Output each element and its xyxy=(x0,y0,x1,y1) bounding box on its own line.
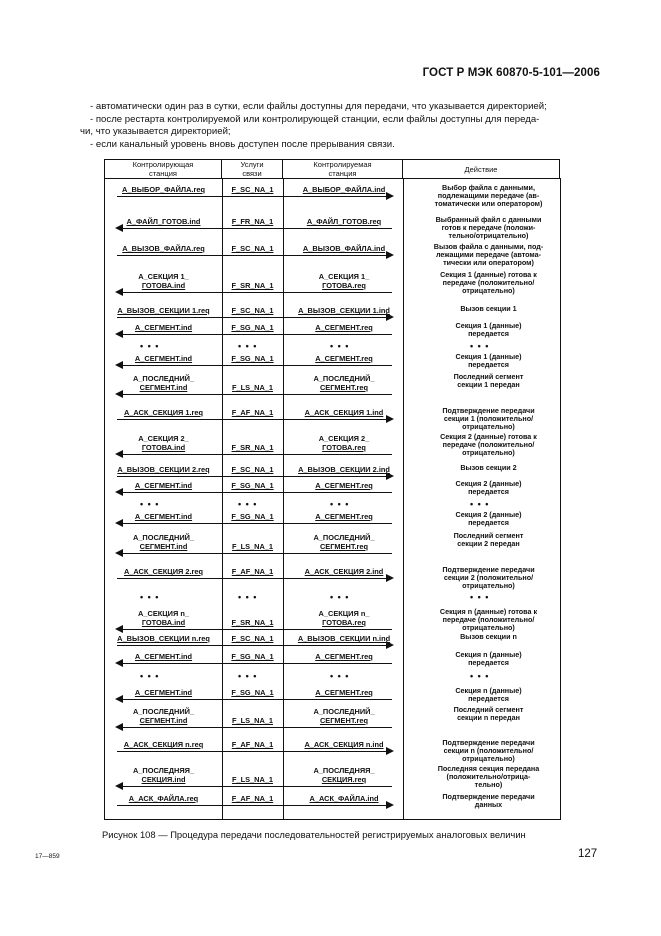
action-line: отрицательно) xyxy=(462,581,515,591)
action-description xyxy=(421,480,556,496)
service-label: F_SG_NA_1 xyxy=(231,354,274,363)
header-controlling xyxy=(105,160,222,179)
service-label: F_AF_NA_1 xyxy=(231,740,274,749)
message-arrow-left xyxy=(117,727,392,728)
figure-caption: Рисунок 108 — Процедура передачи последовательностей регистрируемых аналоговых величин xyxy=(102,829,526,840)
service-label: F_SG_NA_1 xyxy=(231,512,274,521)
action-line: Выбранный файл с данными xyxy=(435,215,542,224)
message-arrow-right xyxy=(117,645,392,646)
message-arrow-right xyxy=(117,419,392,420)
controlled-primitive: А_ВЫЗОВ_ФАЙЛА.ind xyxy=(302,244,386,253)
action-description xyxy=(421,407,556,432)
message-arrow-right xyxy=(117,317,392,318)
controlled-primitive: А_СЕГМЕНТ.req xyxy=(315,354,373,363)
dots-right: • • • xyxy=(330,671,350,681)
controlling-primitive: ГОТОВА.ind xyxy=(141,443,186,452)
action-line: Вызов файла с данными, под- xyxy=(433,242,544,251)
service-label: F_LS_NA_1 xyxy=(231,383,274,392)
message-arrow-left xyxy=(117,553,392,554)
message-arrow-left xyxy=(117,699,392,700)
service-label: F_AF_NA_1 xyxy=(231,408,274,417)
controlled-primitive: А_СЕГМЕНТ.req xyxy=(315,323,373,332)
controlling-primitive: А_СЕГМЕНТ.ind xyxy=(134,323,193,332)
service-label: F_SR_NA_1 xyxy=(231,443,274,452)
controlling-primitive: А_СЕГМЕНТ.ind xyxy=(134,652,193,661)
intro-paragraph xyxy=(78,101,608,151)
controlling-primitive: СЕГМЕНТ.ind xyxy=(139,716,188,725)
action-line: Вызов секции 1 xyxy=(460,304,517,313)
dots-mid: • • • xyxy=(238,499,258,509)
dots-left: • • • xyxy=(140,671,160,681)
action-line: Секция n (данные) xyxy=(455,686,522,695)
action-line: передаче (положительно/ xyxy=(442,278,535,288)
controlled-primitive: А_ВЫЗОВ_СЕКЦИИ 1.ind xyxy=(298,306,390,315)
service-label: F_SR_NA_1 xyxy=(231,618,274,627)
service-label: F_SC_NA_1 xyxy=(231,634,274,643)
action-description xyxy=(421,305,556,313)
controlling-primitive: А_ПОСЛЕДНИЙ_ xyxy=(132,707,195,716)
action-description xyxy=(421,651,556,667)
action-line: Подтверждение передачи xyxy=(442,565,535,574)
dots-right: • • • xyxy=(330,592,350,602)
action-description xyxy=(421,373,556,389)
action-line: томатически или оператором) xyxy=(434,199,543,209)
controlling-primitive: А_ВЫЗОВ_СЕКЦИИ 1.req xyxy=(117,306,210,315)
dots-mid: • • • xyxy=(238,592,258,602)
message-arrow-right xyxy=(117,751,392,752)
service-label: F_SC_NA_1 xyxy=(231,465,274,474)
action-description xyxy=(421,566,556,591)
controlling-primitive: А_СЕГМЕНТ.ind xyxy=(134,512,193,521)
action-line: Секция 1 (данные) готова к xyxy=(440,270,537,279)
action-line: передается xyxy=(468,487,509,497)
controlling-primitive: А_ВЫБОР_ФАЙЛА.req xyxy=(122,185,205,194)
action-description xyxy=(421,633,556,641)
header-services xyxy=(222,160,283,179)
dots-left: • • • xyxy=(140,592,160,602)
action-description xyxy=(421,353,556,369)
sequence-diagram xyxy=(104,178,561,820)
action-line: Секция 2 (данные) готова к xyxy=(440,432,537,441)
controlled-primitive: А_СЕГМЕНТ.req xyxy=(315,481,373,490)
controlling-primitive: А_СЕКЦИЯ 1_ xyxy=(138,272,189,281)
action-line: отрицательно) xyxy=(462,754,515,764)
action-line: Секция 2 (данные) xyxy=(455,510,522,519)
message-arrow-left xyxy=(117,228,392,229)
action-line: секции 2 передан xyxy=(457,539,520,549)
controlling-primitive: А_ПОСЛЕДНИЙ_ xyxy=(132,533,195,542)
action-line: Подтверждение передачи xyxy=(442,406,535,415)
service-label: F_SG_NA_1 xyxy=(231,323,274,332)
controlling-primitive: СЕГМЕНТ.ind xyxy=(139,542,188,551)
action-description xyxy=(421,511,556,527)
controlled-primitive: А_СЕКЦИЯ n_ xyxy=(318,609,370,618)
message-arrow-left xyxy=(117,492,392,493)
action-line: лежащими передаче (автома- xyxy=(435,250,542,260)
dots-left: • • • xyxy=(140,341,160,351)
header-text: Контролирующая xyxy=(132,160,194,169)
intro-line: - после рестарта контролируемой или контролирующей станции, если файлы доступны для переда- xyxy=(90,113,540,125)
action-description xyxy=(421,433,556,458)
action-line: Последний сегмент xyxy=(453,705,524,714)
action-line: Последний сегмент xyxy=(453,372,524,381)
controlling-primitive: А_АСК_СЕКЦИЯ 2.req xyxy=(123,567,204,576)
action-line: Секция 1 (данные) xyxy=(455,352,522,361)
action-line: передается xyxy=(468,329,509,339)
column-divider xyxy=(403,178,404,819)
action-line: передается xyxy=(468,694,509,704)
controlled-primitive: А_СЕКЦИЯ 2_ xyxy=(318,434,370,443)
service-label: F_FR_NA_1 xyxy=(231,217,274,226)
controlling-primitive: ГОТОВА.ind xyxy=(141,281,186,290)
service-label: F_SC_NA_1 xyxy=(231,306,274,315)
message-arrow-left xyxy=(117,786,392,787)
message-arrow-left xyxy=(117,394,392,395)
action-line: передаче (положительно/ xyxy=(442,615,535,625)
controlled-primitive: А_ПОСЛЕДНЯЯ_ xyxy=(313,766,375,775)
service-label: F_SC_NA_1 xyxy=(231,185,274,194)
action-line: отрицательно) xyxy=(462,286,515,296)
dots-mid: • • • xyxy=(238,671,258,681)
message-arrow-left xyxy=(117,523,392,524)
message-arrow-right xyxy=(117,196,392,197)
action-description xyxy=(421,243,556,268)
service-label: F_AF_NA_1 xyxy=(231,567,274,576)
action-description xyxy=(421,184,556,209)
controlled-primitive: СЕГМЕНТ.req xyxy=(319,542,369,551)
controlled-primitive: А_АСК_СЕКЦИЯ 2.ind xyxy=(304,567,384,576)
controlled-primitive: А_СЕГМЕНТ.req xyxy=(315,652,373,661)
action-line: Последний сегмент xyxy=(453,531,524,540)
action-description xyxy=(421,216,556,241)
controlled-primitive: ГОТОВА.req xyxy=(322,443,366,452)
controlled-primitive: А_СЕКЦИЯ 1_ xyxy=(318,272,370,281)
message-arrow-right xyxy=(117,476,392,477)
action-line: передается xyxy=(468,518,509,528)
controlled-primitive: А_СЕГМЕНТ.req xyxy=(315,512,373,521)
action-description xyxy=(421,608,556,633)
controlled-primitive: СЕКЦИЯ.req xyxy=(321,775,367,784)
controlling-primitive: А_ВЫЗОВ_СЕКЦИИ 2.req xyxy=(117,465,210,474)
message-arrow-left xyxy=(117,629,392,630)
controlling-primitive: А_АСК_СЕКЦИЯ 1.req xyxy=(123,408,204,417)
controlling-primitive: А_ПОСЛЕДНЯЯ_ xyxy=(132,766,195,775)
action-line: секции 1 (положительно/ xyxy=(443,414,534,424)
action-line: секции n (положительно/ xyxy=(443,746,534,756)
standard-title: ГОСТ Р МЭК 60870-5-101—2006 xyxy=(422,67,600,79)
action-line: отрицательно) xyxy=(462,448,515,458)
action-line: отрицательно) xyxy=(462,623,515,633)
controlled-primitive: А_СЕГМЕНТ.req xyxy=(315,688,373,697)
action-line: передается xyxy=(468,658,509,668)
message-arrow-left xyxy=(117,334,392,335)
action-line: Секция n (данные) xyxy=(455,650,522,659)
service-label: F_AF_NA_1 xyxy=(231,794,274,803)
controlling-primitive: А_СЕКЦИЯ n_ xyxy=(138,609,189,618)
controlled-primitive: СЕГМЕНТ.req xyxy=(319,716,369,725)
controlled-primitive: А_ПОСЛЕДНИЙ_ xyxy=(313,374,375,383)
dots-right: • • • xyxy=(330,499,350,509)
service-label: F_SC_NA_1 xyxy=(231,244,274,253)
action-line: готов к передаче (положи- xyxy=(441,223,536,233)
action-line: (положительно/отрица- xyxy=(446,772,531,782)
controlled-primitive: А_ВЫЗОВ_СЕКЦИИ n.ind xyxy=(297,634,391,643)
action-line: Выбор файла с данными, xyxy=(442,183,535,192)
dots-action: • • • xyxy=(470,341,490,351)
controlling-primitive: А_ВЫЗОВ_ФАЙЛА.req xyxy=(122,244,205,253)
intro-line: - если канальный уровень вновь доступен после прерывания связи. xyxy=(90,138,395,150)
action-line: подлежащими передаче (ав- xyxy=(437,191,540,201)
controlling-primitive: А_СЕГМЕНТ.ind xyxy=(134,354,193,363)
controlled-primitive: СЕГМЕНТ.req xyxy=(319,383,369,392)
controlled-primitive: ГОТОВА.req xyxy=(322,281,366,290)
controlled-primitive: А_АСК_СЕКЦИЯ 1.ind xyxy=(304,408,384,417)
diagram-header xyxy=(104,159,560,179)
action-line: Подтверждение передачи xyxy=(442,792,535,801)
service-label: F_LS_NA_1 xyxy=(231,775,274,784)
action-description xyxy=(421,765,556,790)
service-label: F_SG_NA_1 xyxy=(231,688,274,697)
action-description xyxy=(421,271,556,296)
controlling-primitive: СЕГМЕНТ.ind xyxy=(139,383,188,392)
action-line: тельно/отрицательно) xyxy=(448,231,529,241)
message-arrow-right xyxy=(117,255,392,256)
controlled-primitive: А_ПОСЛЕДНИЙ_ xyxy=(313,707,375,716)
message-arrow-left xyxy=(117,663,392,664)
action-line: Вызов секции n xyxy=(460,632,517,641)
dots-mid: • • • xyxy=(238,341,258,351)
dots-right: • • • xyxy=(330,341,350,351)
dots-left: • • • xyxy=(140,499,160,509)
action-line: Последняя секция передана xyxy=(437,764,540,773)
message-arrow-right xyxy=(117,578,392,579)
header-text: станция xyxy=(328,169,357,178)
controlling-primitive: А_ВЫЗОВ_СЕКЦИИ n.req xyxy=(117,634,210,643)
controlling-primitive: А_АСК_ФАЙЛА.req xyxy=(128,794,199,803)
controlling-primitive: А_ПОСЛЕДНИЙ_ xyxy=(132,374,195,383)
controlled-primitive: А_ВЫБОР_ФАЙЛА.ind xyxy=(302,185,386,194)
controlled-primitive: А_АСК_СЕКЦИЯ n.ind xyxy=(304,740,384,749)
header-actions: Действие xyxy=(403,160,560,179)
dots-action: • • • xyxy=(470,671,490,681)
header-controlled xyxy=(283,160,403,179)
print-code: 17—859 xyxy=(35,853,60,860)
controlling-primitive: А_ФАЙЛ_ГОТОВ.ind xyxy=(126,217,201,226)
controlled-primitive: А_ФАЙЛ_ГОТОВ.req xyxy=(306,217,382,226)
action-description xyxy=(421,793,556,809)
controlling-primitive: А_СЕГМЕНТ.ind xyxy=(134,688,193,697)
header-text: Контролируемая xyxy=(313,160,372,169)
controlling-primitive: СЕКЦИЯ.ind xyxy=(141,775,186,784)
page-number: 127 xyxy=(578,848,598,860)
action-line: передается xyxy=(468,360,509,370)
intro-line: чи, что указывается директорией; xyxy=(80,126,231,137)
message-arrow-left xyxy=(117,454,392,455)
controlling-primitive: ГОТОВА.ind xyxy=(141,618,186,627)
message-arrow-left xyxy=(117,365,392,366)
action-line: секции n передан xyxy=(457,713,520,723)
dots-action: • • • xyxy=(470,499,490,509)
service-label: F_SR_NA_1 xyxy=(231,281,274,290)
service-label: F_LS_NA_1 xyxy=(231,542,274,551)
header-text: связи xyxy=(242,169,262,178)
action-line: тельно) xyxy=(474,780,503,790)
action-description xyxy=(421,706,556,722)
action-line: секции 2 (положительно/ xyxy=(443,573,534,583)
controlled-primitive: А_АСК_ФАЙЛА.ind xyxy=(309,794,379,803)
controlling-primitive: А_АСК_СЕКЦИЯ n.req xyxy=(123,740,204,749)
action-line: Секция n (данные) готова к xyxy=(439,607,538,616)
action-line: данных xyxy=(474,800,503,810)
action-description xyxy=(421,532,556,548)
action-description xyxy=(421,687,556,703)
header-text: станция xyxy=(149,169,177,178)
controlled-primitive: ГОТОВА.req xyxy=(322,618,366,627)
action-description xyxy=(421,464,556,472)
service-label: F_SG_NA_1 xyxy=(231,481,274,490)
message-arrow-left xyxy=(117,292,392,293)
action-description xyxy=(421,322,556,338)
controlling-primitive: А_СЕКЦИЯ 2_ xyxy=(138,434,189,443)
controlled-primitive: А_ПОСЛЕДНИЙ_ xyxy=(313,533,375,542)
service-label: F_SG_NA_1 xyxy=(231,652,274,661)
action-description xyxy=(421,739,556,764)
action-line: Секция 1 (данные) xyxy=(455,321,522,330)
dots-action: • • • xyxy=(470,592,490,602)
controlled-primitive: А_ВЫЗОВ_СЕКЦИИ 2.ind xyxy=(298,465,390,474)
action-line: отрицательно) xyxy=(462,422,515,432)
message-arrow-right xyxy=(117,805,392,806)
action-line: Секция 2 (данные) xyxy=(455,479,522,488)
action-line: передаче (положительно/ xyxy=(442,440,535,450)
service-label: F_LS_NA_1 xyxy=(231,716,274,725)
action-line: тически или оператором) xyxy=(443,258,534,268)
action-line: Вызов секции 2 xyxy=(460,463,517,472)
controlling-primitive: А_СЕГМЕНТ.ind xyxy=(134,481,193,490)
column-divider xyxy=(283,178,284,819)
header-text: Услуги xyxy=(240,160,264,169)
action-line: Подтверждение передачи xyxy=(442,738,535,747)
intro-line: - автоматически один раз в сутки, если файлы доступны для передачи, что указывается директорией; xyxy=(90,101,547,112)
action-line: секции 1 передан xyxy=(457,380,520,390)
